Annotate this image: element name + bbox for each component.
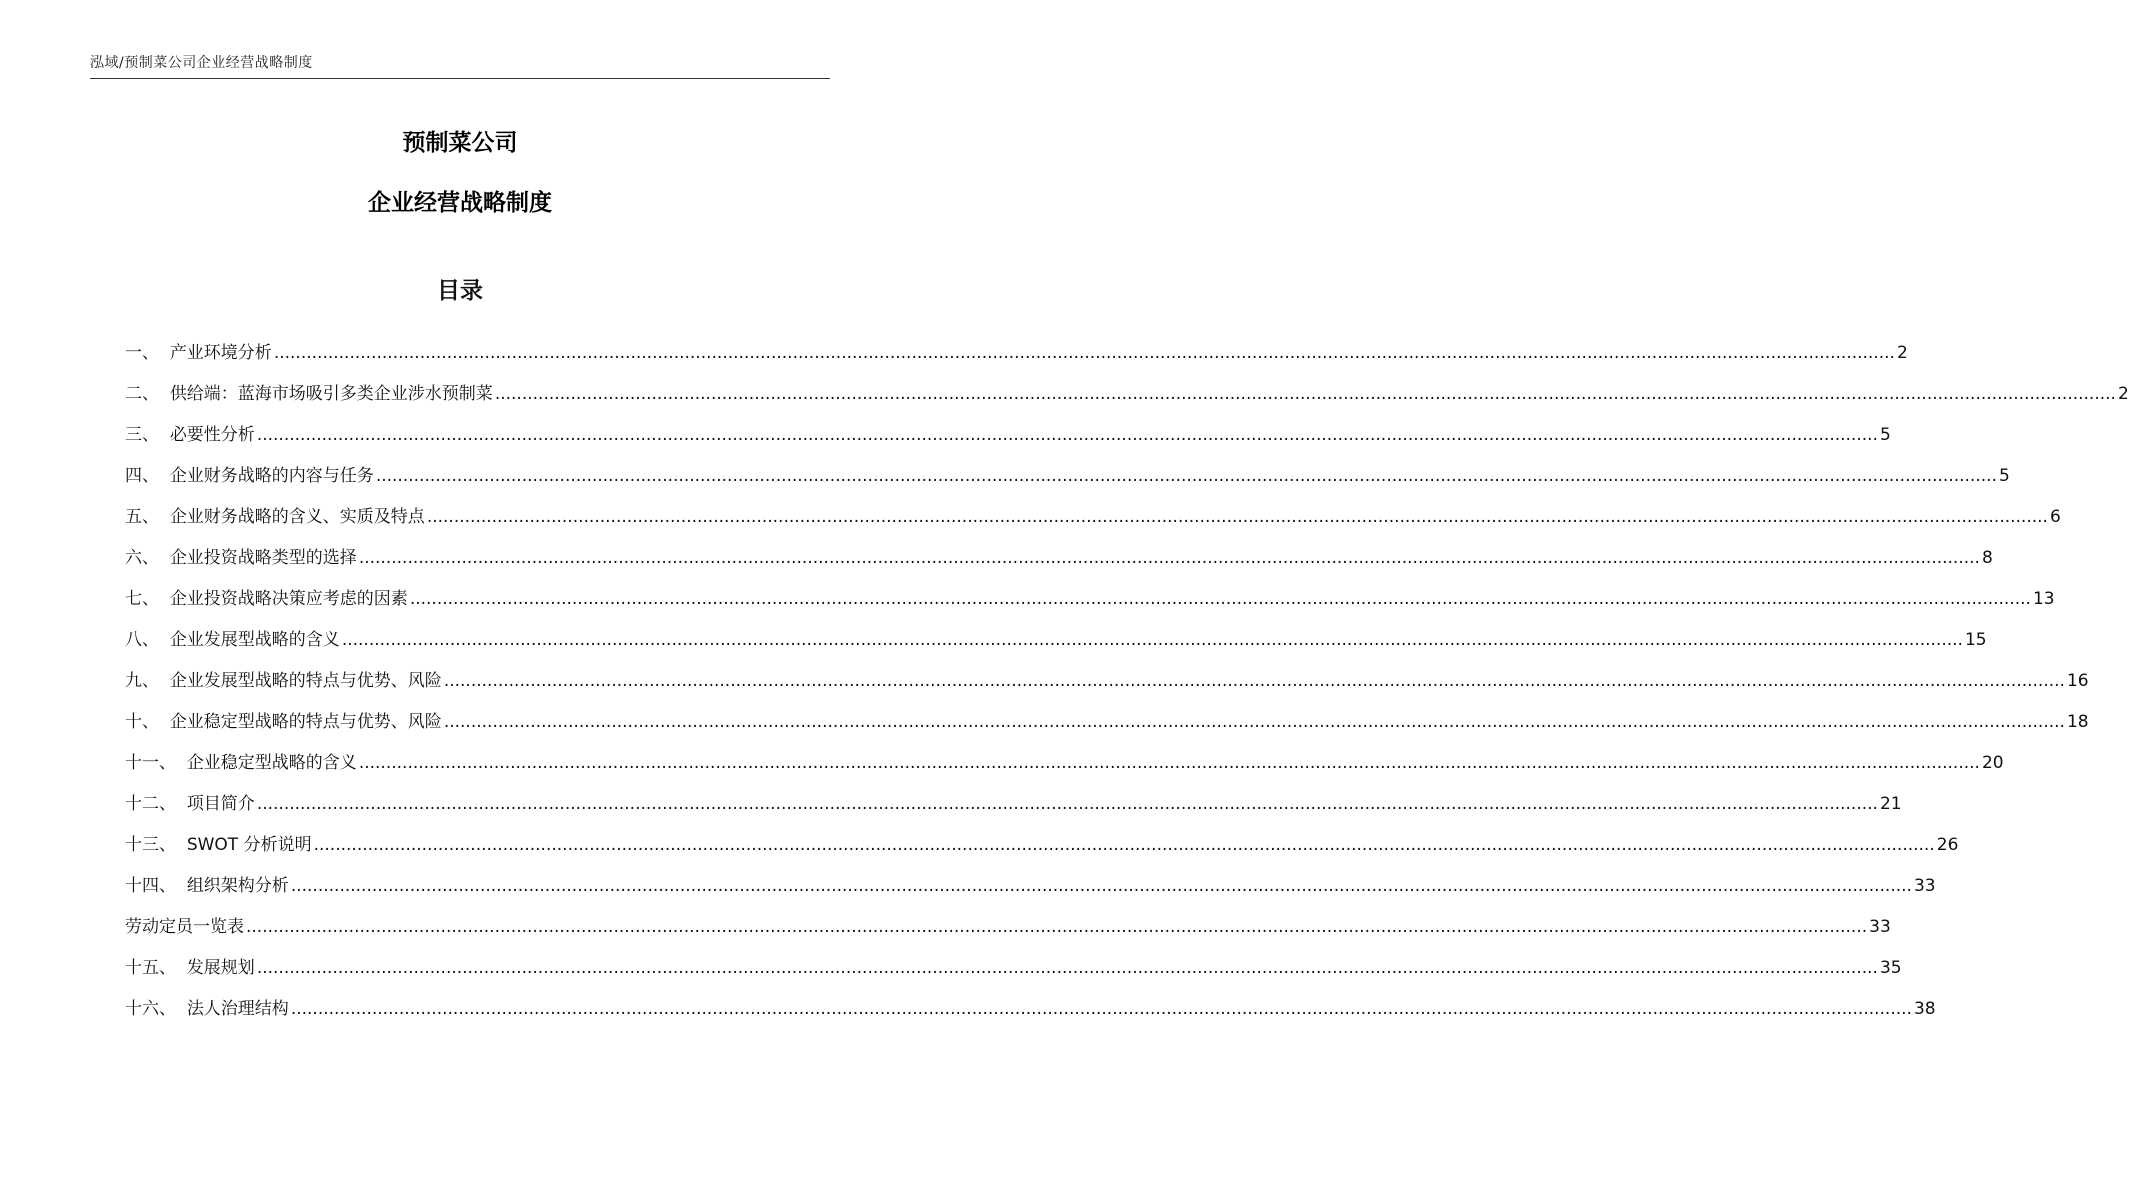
toc-entry-number: 九、	[125, 671, 170, 691]
document-subtitle: 企业经营战略制度	[368, 190, 552, 216]
toc-entry-title: 企业财务战略的含义、实质及特点	[169, 507, 425, 527]
toc-entry-page: 35	[1879, 958, 1902, 978]
toc-entry-page: 33	[1869, 917, 1891, 937]
toc-entry-number: 六、	[125, 548, 170, 568]
toc-entry-title: 企业投资战略类型的选择	[169, 548, 357, 568]
toc-entry-page: 16	[2066, 671, 2089, 691]
toc-entry[interactable]	[125, 814, 1959, 855]
toc-entry-page: 5	[1879, 425, 1891, 445]
toc-dot-leader: ............................................................................................................................................................................................................................................................................................................	[443, 712, 2065, 732]
toc-entry-page: 38	[1913, 999, 1936, 1019]
toc-entry-page: 8	[1981, 548, 1993, 568]
toc-entry-title: 项目简介	[186, 794, 255, 814]
toc-entry-title: 企业发展型战略的含义	[169, 630, 340, 650]
toc-entry[interactable]	[125, 937, 1902, 978]
header-rule	[90, 78, 830, 79]
toc-entry-title: 组织架构分析	[186, 876, 289, 896]
toc-dot-leader: ............................................................................................................................................................................................................................................................................................................	[358, 753, 1980, 773]
toc-dot-leader: ............................................................................................................................................................................................................................................................................................................	[273, 343, 1895, 363]
toc-entry-page: 6	[2049, 507, 2061, 527]
toc-entry-title: 企业稳定型战略的含义	[186, 753, 357, 773]
toc-entry-page: 18	[2066, 712, 2089, 732]
toc-entry[interactable]	[125, 773, 1902, 814]
toc-entry-title: 劳动定员一览表	[125, 917, 244, 937]
toc-entry-page: 20	[1981, 753, 2004, 773]
toc-entry-number: 一、	[125, 343, 170, 363]
toc-entry[interactable]	[125, 527, 1993, 568]
toc-heading: 目录	[437, 278, 483, 304]
toc-entry[interactable]	[125, 978, 1936, 1019]
toc-entry-number: 十六、	[125, 999, 187, 1019]
toc-entry-title: 企业发展型战略的特点与优势、风险	[169, 671, 442, 691]
toc-entry-title: 企业财务战略的内容与任务	[169, 466, 374, 486]
toc-dot-leader: ............................................................................................................................................................................................................................................................................................................	[256, 958, 1878, 978]
toc-entry-number: 十二、	[125, 794, 187, 814]
toc-entry[interactable]	[125, 404, 1891, 445]
toc-entry[interactable]	[125, 855, 1936, 896]
toc-entry-number: 十一、	[125, 753, 187, 773]
toc-entry-page: 33	[1913, 876, 1936, 896]
toc-entry-title: 供给端：蓝海市场吸引多类企业涉水预制菜	[169, 384, 493, 404]
toc-entry-number: 十五、	[125, 958, 187, 978]
toc-entry[interactable]	[125, 322, 1908, 363]
toc-dot-leader: ............................................................................................................................................................................................................................................................................................................	[313, 835, 1935, 855]
toc-entry-page: 15	[1964, 630, 1987, 650]
toc-entry[interactable]	[125, 609, 1987, 650]
toc-dot-leader: ............................................................................................................................................................................................................................................................................................................	[290, 876, 1912, 896]
toc-entry-number: 十三、	[125, 835, 187, 855]
table-of-contents	[125, 322, 2129, 1019]
toc-entry[interactable]	[125, 363, 2129, 404]
toc-dot-leader: ............................................................................................................................................................................................................................................................................................................	[256, 425, 1878, 445]
running-header: 泓域/预制菜公司企业经营战略制度	[90, 55, 313, 71]
toc-entry-title: 企业投资战略决策应考虑的因素	[169, 589, 408, 609]
toc-entry[interactable]	[125, 691, 2089, 732]
toc-entry-number: 八、	[125, 630, 170, 650]
toc-dot-leader: ............................................................................................................................................................................................................................................................................................................	[426, 507, 2048, 527]
toc-entry-number: 五、	[125, 507, 170, 527]
toc-dot-leader: ............................................................................................................................................................................................................................................................................................................	[409, 589, 2031, 609]
toc-entry[interactable]	[125, 732, 2004, 773]
toc-entry[interactable]	[125, 896, 1891, 937]
toc-dot-leader: ............................................................................................................................................................................................................................................................................................................	[341, 630, 1963, 650]
toc-dot-leader: ............................................................................................................................................................................................................................................................................................................	[246, 917, 1868, 937]
toc-entry-number: 二、	[125, 384, 170, 404]
toc-entry[interactable]	[125, 568, 2055, 609]
toc-entry-page: 26	[1936, 835, 1959, 855]
toc-entry-number: 十、	[125, 712, 170, 732]
toc-entry-number: 七、	[125, 589, 170, 609]
document-title: 预制菜公司	[402, 130, 518, 156]
toc-entry-page: 5	[1998, 466, 2010, 486]
toc-dot-leader: ............................................................................................................................................................................................................................................................................................................	[443, 671, 2065, 691]
toc-entry[interactable]	[125, 445, 2010, 486]
toc-entry-page: 2	[2117, 384, 2129, 404]
toc-entry[interactable]	[125, 650, 2089, 691]
toc-entry-page: 21	[1879, 794, 1902, 814]
toc-entry[interactable]	[125, 486, 2061, 527]
toc-entry-number: 三、	[125, 425, 170, 445]
toc-entry-title: 产业环境分析	[169, 343, 272, 363]
toc-entry-title: SWOT 分析说明	[186, 835, 312, 855]
toc-entry-title: 发展规划	[186, 958, 255, 978]
toc-entry-page: 13	[2032, 589, 2055, 609]
toc-entry-number: 十四、	[125, 876, 187, 896]
toc-dot-leader: ............................................................................................................................................................................................................................................................................................................	[375, 466, 1997, 486]
toc-dot-leader: ............................................................................................................................................................................................................................................................................................................	[256, 794, 1878, 814]
toc-entry-title: 必要性分析	[169, 425, 255, 445]
toc-entry-page: 2	[1896, 343, 1908, 363]
toc-dot-leader: ............................................................................................................................................................................................................................................................................................................	[494, 384, 2116, 404]
toc-entry-title: 企业稳定型战略的特点与优势、风险	[169, 712, 442, 732]
toc-dot-leader: ............................................................................................................................................................................................................................................................................................................	[358, 548, 1980, 568]
toc-entry-number: 四、	[125, 466, 170, 486]
toc-entry-title: 法人治理结构	[186, 999, 289, 1019]
toc-dot-leader: ............................................................................................................................................................................................................................................................................................................	[290, 999, 1912, 1019]
